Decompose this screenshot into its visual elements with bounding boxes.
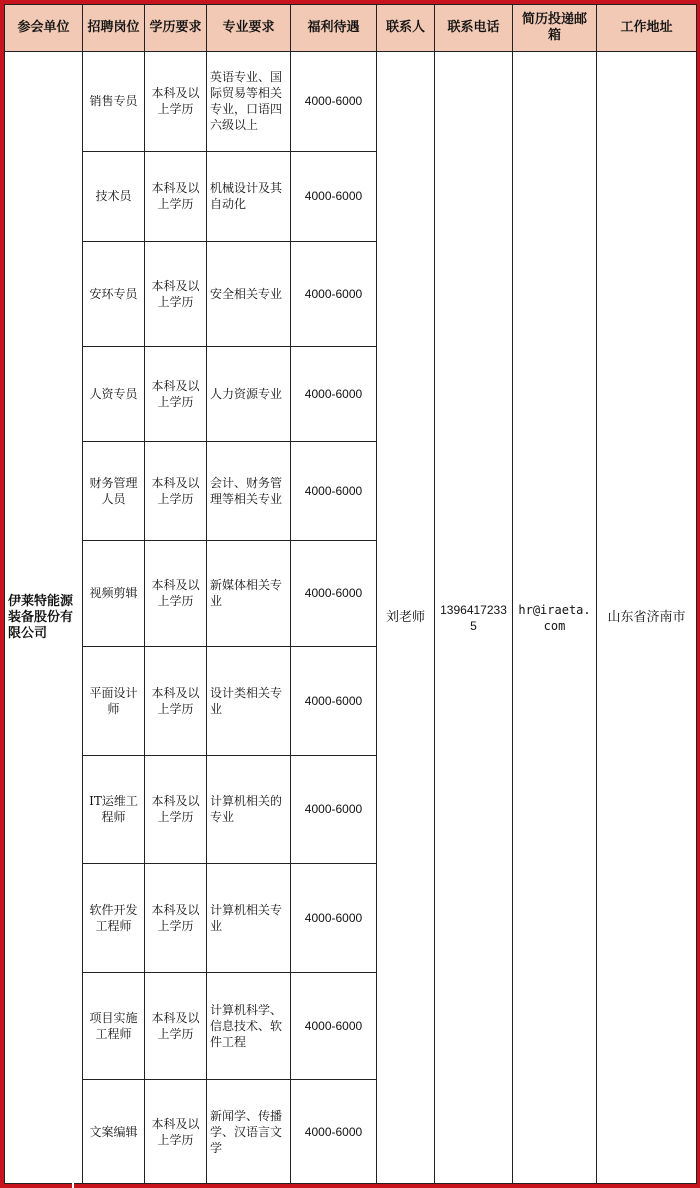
major-cell: 机械设计及其自动化 bbox=[207, 151, 291, 241]
education-cell: 本科及以上学历 bbox=[145, 442, 207, 541]
education-cell: 本科及以上学历 bbox=[145, 52, 207, 152]
position-cell: 视频剪辑 bbox=[83, 540, 145, 647]
contact-person: 刘老师 bbox=[377, 52, 435, 1184]
major-cell: 计算机科学、信息技术、软件工程 bbox=[207, 972, 291, 1080]
header-phone: 联系电话 bbox=[435, 5, 513, 52]
header-company: 参会单位 bbox=[5, 5, 83, 52]
salary-cell: 4000-6000 bbox=[291, 442, 377, 541]
position-cell: 项目实施工程师 bbox=[83, 972, 145, 1080]
position-cell: 技术员 bbox=[83, 151, 145, 241]
position-cell: 人资专员 bbox=[83, 346, 145, 442]
header-address: 工作地址 bbox=[597, 5, 697, 52]
education-cell: 本科及以上学历 bbox=[145, 241, 207, 346]
header-salary: 福利待遇 bbox=[291, 5, 377, 52]
salary-cell: 4000-6000 bbox=[291, 972, 377, 1080]
contact-phone: 13964172335 bbox=[435, 52, 513, 1184]
education-cell: 本科及以上学历 bbox=[145, 346, 207, 442]
major-cell: 计算机相关的专业 bbox=[207, 755, 291, 864]
header-education: 学历要求 bbox=[145, 5, 207, 52]
header-contact: 联系人 bbox=[377, 5, 435, 52]
company-name: 伊莱特能源装备股份有限公司 bbox=[5, 52, 83, 1184]
salary-cell: 4000-6000 bbox=[291, 647, 377, 756]
major-cell: 新媒体相关专业 bbox=[207, 540, 291, 647]
work-address: 山东省济南市 bbox=[597, 52, 697, 1184]
salary-cell: 4000-6000 bbox=[291, 864, 377, 973]
education-cell: 本科及以上学历 bbox=[145, 972, 207, 1080]
header-email: 简历投递邮箱 bbox=[513, 5, 597, 52]
salary-cell: 4000-6000 bbox=[291, 755, 377, 864]
position-cell: IT运维工程师 bbox=[83, 755, 145, 864]
education-cell: 本科及以上学历 bbox=[145, 1080, 207, 1184]
major-cell: 人力资源专业 bbox=[207, 346, 291, 442]
education-cell: 本科及以上学历 bbox=[145, 647, 207, 756]
major-cell: 新闻学、传播学、汉语言文学 bbox=[207, 1080, 291, 1184]
salary-cell: 4000-6000 bbox=[291, 241, 377, 346]
major-cell: 英语专业、国际贸易等相关专业，口语四六级以上 bbox=[207, 52, 291, 152]
major-cell: 计算机相关专业 bbox=[207, 864, 291, 973]
position-cell: 销售专员 bbox=[83, 52, 145, 152]
resume-email: hr@iraeta.com bbox=[513, 52, 597, 1184]
salary-cell: 4000-6000 bbox=[291, 52, 377, 152]
position-cell: 软件开发工程师 bbox=[83, 864, 145, 973]
header-position: 招聘岗位 bbox=[83, 5, 145, 52]
salary-cell: 4000-6000 bbox=[291, 151, 377, 241]
recruitment-table bbox=[4, 4, 697, 1184]
major-cell: 安全相关专业 bbox=[207, 241, 291, 346]
header-row bbox=[5, 5, 697, 52]
position-cell: 安环专员 bbox=[83, 241, 145, 346]
position-cell: 文案编辑 bbox=[83, 1080, 145, 1184]
page-frame bbox=[4, 4, 696, 1184]
salary-cell: 4000-6000 bbox=[291, 346, 377, 442]
table-row bbox=[5, 52, 697, 152]
position-cell: 平面设计师 bbox=[83, 647, 145, 756]
position-cell: 财务管理人员 bbox=[83, 442, 145, 541]
education-cell: 本科及以上学历 bbox=[145, 540, 207, 647]
salary-cell: 4000-6000 bbox=[291, 540, 377, 647]
salary-cell: 4000-6000 bbox=[291, 1080, 377, 1184]
major-cell: 设计类相关专业 bbox=[207, 647, 291, 756]
header-major: 专业要求 bbox=[207, 5, 291, 52]
major-cell: 会计、财务管理等相关专业 bbox=[207, 442, 291, 541]
education-cell: 本科及以上学历 bbox=[145, 151, 207, 241]
education-cell: 本科及以上学历 bbox=[145, 864, 207, 973]
bottom-edge-mark bbox=[72, 1183, 74, 1188]
education-cell: 本科及以上学历 bbox=[145, 755, 207, 864]
